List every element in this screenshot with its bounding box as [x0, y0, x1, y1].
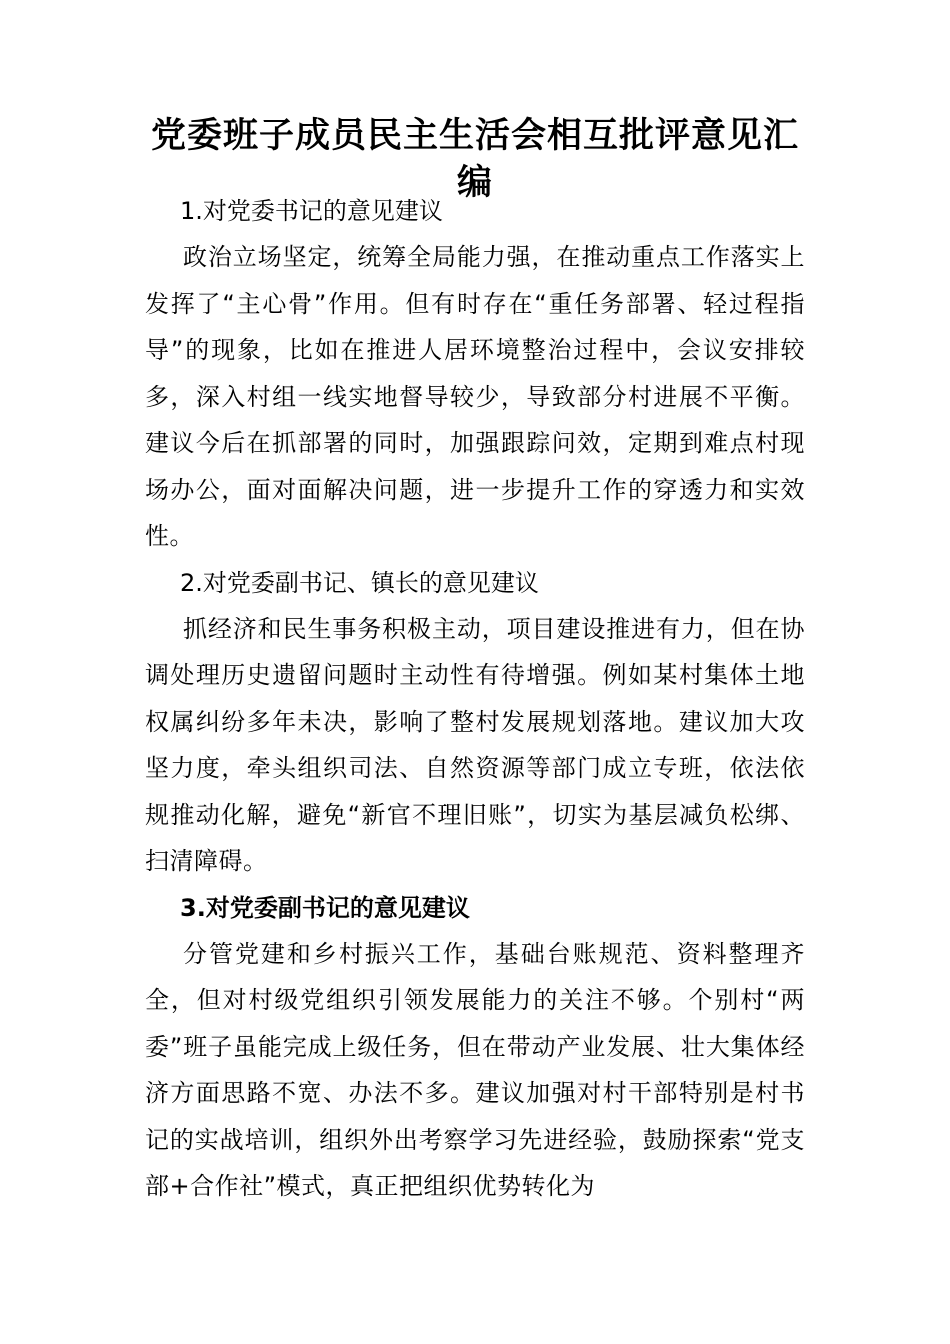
section-3 [145, 885, 805, 1210]
section-heading: 3.对党委副书记的意见建议 [180, 893, 470, 922]
section-heading: 2.对党委副书记、镇长的意见建议 [180, 568, 539, 597]
section-1 [145, 188, 805, 560]
section-paragraph: 政治立场坚定，统筹全局能力强，在推动重点工作落实上发挥了“主心骨”作用。但有时存在“重任务部署、轻过程指导”的现象，比如在推进人居环境整治过程中，会议安排较多，深入村组一线实地督导较少，导致部分村进展不平衡。建议今后在抓部署的同时，加强跟踪问效，定期到难点村现场办公，面对面解决问题，进一步提升工作的穿透力和实效性。 [145, 243, 805, 550]
section-heading: 1.对党委书记的意见建议 [180, 197, 443, 225]
document-title: 党委班子成员民主生活会相互批评意见汇编 [150, 115, 799, 203]
document-body [145, 188, 805, 1210]
section-2 [145, 560, 805, 885]
section-paragraph: 分管党建和乡村振兴工作，基础台账规范、资料整理齐全，但对村级党组织引领发展能力的关注不够。个别村“两委”班子虽能完成上级任务，但在带动产业发展、壮大集体经济方面思路不宽、办法不多。建议加强对村干部特别是村书记的实战培训，组织外出考察学习先进经验，鼓励探索“党支部+合作社”模式，真正把组织优势转化为 [145, 939, 805, 1200]
section-paragraph: 抓经济和民生事务积极主动，项目建设推进有力，但在协调处理历史遗留问题时主动性有待增强。例如某村集体土地权属纠纷多年未决，影响了整村发展规划落地。建议加大攻坚力度，牵头组织司法、自然资源等部门成立专班，依法依规推动化解，避免“新官不理旧账”，切实为基层减负松绑、扫清障碍。 [145, 614, 805, 875]
